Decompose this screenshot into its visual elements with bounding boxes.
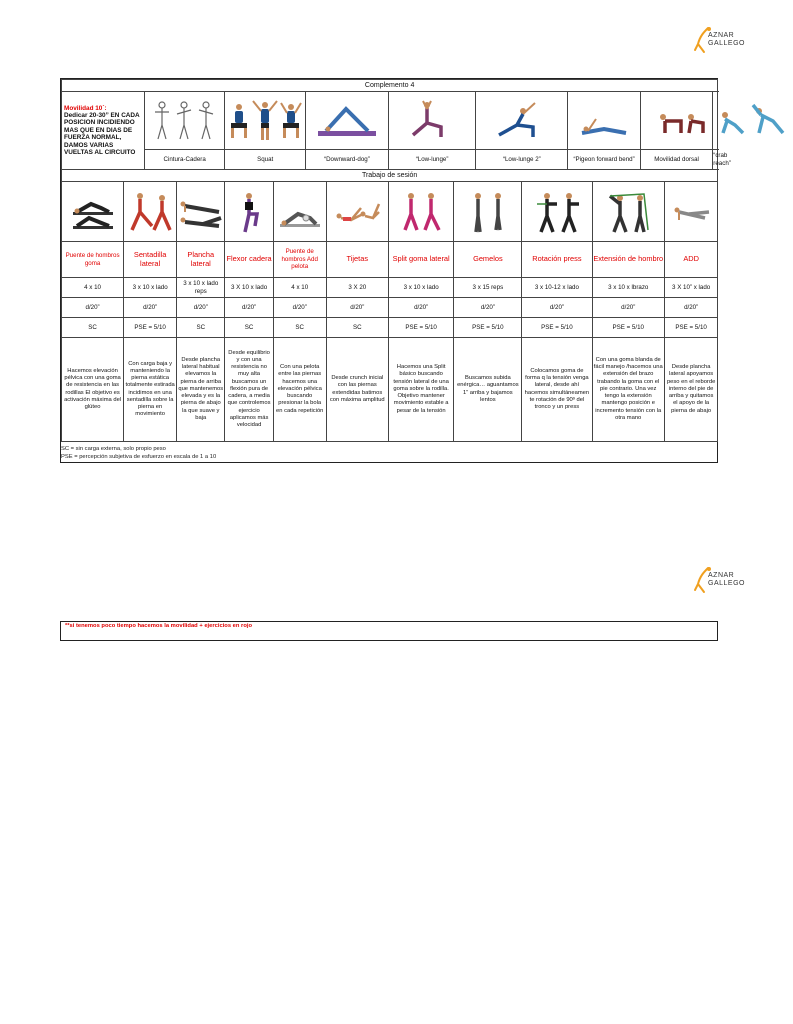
- brand-logo: [694, 26, 752, 60]
- session-exercise-description: Buscamos subida enérgica… aguantamos 1” arriba y bajamos lentos: [454, 338, 522, 442]
- session-exercise-rest: d/20”: [522, 298, 592, 318]
- squat-icon: [225, 99, 305, 143]
- session-exercise-load: SC: [326, 318, 388, 338]
- pigeon-pose-icon: [574, 99, 634, 143]
- session-exercise-name: Tijetas: [326, 242, 388, 278]
- session-exercise-name: Puente de hombros goma: [62, 242, 124, 278]
- session-exercise-image: [177, 182, 225, 242]
- downward-dog-icon: [312, 99, 382, 143]
- complemento-exercise-label: Squat: [225, 150, 306, 170]
- bottom-note-box: [60, 621, 718, 641]
- bridge-ball-icon: [276, 190, 324, 234]
- session-exercise-rest: d/20”: [326, 298, 388, 318]
- session-exercise-name: ADD: [664, 242, 717, 278]
- session-exercise-load: SC: [273, 318, 326, 338]
- split-band-icon: [397, 190, 445, 234]
- img-downward-dog: [305, 92, 388, 150]
- low-lunge-icon: [397, 99, 467, 143]
- session-exercise-name: Puente de hombros Add pelota: [273, 242, 326, 278]
- session-exercise-load: PSE = 5/10: [124, 318, 177, 338]
- logo-text-aznar: AZNAR: [708, 32, 735, 39]
- side-plank-icon: [177, 190, 225, 234]
- session-exercise-sets: 3 x 10 x lado reps: [177, 278, 225, 298]
- session-exercise-image: [454, 182, 522, 242]
- session-exercise-image: [273, 182, 326, 242]
- complemento-exercise-label: Movilidad dorsal: [640, 150, 712, 170]
- session-exercise-name: Rotación press: [522, 242, 592, 278]
- session-exercise-description: Con una pelota entre las piernas hacemos una elevación pélvica buscando presionar la bola en cada repetición: [273, 338, 326, 442]
- session-exercise-sets: 3 X 10 x lado: [225, 278, 273, 298]
- session-exercise-sets: 3 X 10” x lado: [664, 278, 717, 298]
- logo-text-gallego: GALLEGO: [708, 40, 745, 47]
- session-exercise-load: SC: [177, 318, 225, 338]
- img-movilidad-dorsal: [640, 92, 712, 150]
- session-exercise-rest: d/20”: [124, 298, 177, 318]
- complemento-exercise-label: “Downward-dog”: [305, 150, 388, 170]
- img-cintura-cadera: [144, 92, 225, 150]
- dorsal-mobility-icon: [647, 99, 707, 143]
- session-exercise-image: [124, 182, 177, 242]
- session-exercise-rest: d/20”: [225, 298, 273, 318]
- exercise-table: [61, 79, 731, 442]
- session-exercise-rest: d/20”: [388, 298, 454, 318]
- session-exercise-name: Gemelos: [454, 242, 522, 278]
- bottom-note: **si tenemos poco tiempo hacemos la movilidad + ejercicios en rojo: [65, 623, 253, 629]
- low-lunge-twist-icon: [487, 99, 557, 143]
- session-exercise-image: [592, 182, 664, 242]
- session-exercise-image: [326, 182, 388, 242]
- session-exercise-load: PSE = 5/10: [522, 318, 592, 338]
- session-exercise-load: PSE = 5/10: [592, 318, 664, 338]
- logo-text-gallego: GALLEGO: [708, 580, 745, 587]
- session-exercise-rest: d/20”: [454, 298, 522, 318]
- session-exercise-image: [225, 182, 273, 242]
- session-exercise-load: PSE = 5/10: [664, 318, 717, 338]
- img-low-lunge-2: [476, 92, 568, 150]
- logo-text-aznar: AZNAR: [708, 572, 735, 579]
- rotation-press-icon: [533, 190, 581, 234]
- session-exercise-description: Colocamos goma de forma q la tensión venga lateral, desde ahí hacemos simultáneamen te rotación de 90º del tronco y un press: [522, 338, 592, 442]
- hip-flexor-icon: [225, 190, 273, 234]
- session-exercise-rest: d/20”: [273, 298, 326, 318]
- session-exercise-description: Con una goma blanda de fácil manejo /hacemos una extensión del brazo trabando la goma con el pie contrario. Una vez tengo la extensión mantengo posición e incremento tensión con la otra mano: [592, 338, 664, 442]
- session-exercise-description: Hacemos una Split básico buscando tensión lateral de una goma sobre la rodilla. Objetivo mantener movimiento estable a pesar de la tensión: [388, 338, 454, 442]
- complemento-exercise-label: “Low-lunge 2”: [476, 150, 568, 170]
- complemento-exercise-label: “crab reach”: [713, 150, 718, 170]
- movilidad-cell: [62, 92, 145, 170]
- session-exercise-name: Sentadilla lateral: [124, 242, 177, 278]
- session-exercise-name: Plancha lateral: [177, 242, 225, 278]
- legend-notes: [61, 445, 216, 461]
- session-exercise-rest: d/20”: [62, 298, 124, 318]
- session-exercise-name: Split goma lateral: [388, 242, 454, 278]
- session-exercise-rest: d/20”: [664, 298, 717, 318]
- session-title: Trabajo de sesión: [62, 170, 718, 182]
- complemento-title: Complemento 4: [62, 80, 718, 92]
- movilidad-text: Dedicar 20-30” EN CADA POSICION INCIDIENDO MAS QUE EN DIAS DE FUERZA NORMAL, DAMOS VARIAS VUELTAS AL CIRCUITO: [64, 111, 140, 157]
- session-exercise-sets: 3 x 10 x lado: [388, 278, 454, 298]
- img-squat: [225, 92, 306, 150]
- session-exercise-sets: 3 x 10 x lbrazo: [592, 278, 664, 298]
- session-exercise-image: [664, 182, 717, 242]
- img-crab-reach: [713, 92, 718, 150]
- session-exercise-sets: 4 x 10: [273, 278, 326, 298]
- complemento-exercise-label: “Low-lunge”: [388, 150, 475, 170]
- session-exercise-name: Flexor cadera: [225, 242, 273, 278]
- exercise-sheet: [60, 78, 731, 463]
- brand-logo: [694, 566, 752, 600]
- session-exercise-sets: 4 x 10: [62, 278, 124, 298]
- session-exercise-load: PSE = 5/10: [388, 318, 454, 338]
- adductor-plank-icon: [667, 190, 715, 234]
- movilidad-title: Movilidad 10´:: [64, 104, 107, 112]
- session-exercise-load: SC: [62, 318, 124, 338]
- session-exercise-description: Desde plancha lateral apoyamos peso en el reborde interno del pie de arriba y quitamos el apoyo de la pierna de abajo: [664, 338, 717, 442]
- session-exercise-sets: 3 x 10 x lado: [124, 278, 177, 298]
- standing-figures-icon: [150, 99, 220, 143]
- session-exercise-image: [388, 182, 454, 242]
- shoulder-extension-icon: [604, 190, 652, 234]
- session-exercise-sets: 3 X 20: [326, 278, 388, 298]
- session-exercise-load: SC: [225, 318, 273, 338]
- scissors-icon: [333, 190, 381, 234]
- session-exercise-sets: 3 x 10-12 x lado: [522, 278, 592, 298]
- crab-reach-icon: [713, 99, 793, 143]
- lateral-squat-icon: [126, 190, 174, 234]
- complemento-exercise-label: “Pigeon forward bend”: [568, 150, 640, 170]
- session-exercise-rest: d/20”: [177, 298, 225, 318]
- session-exercise-description: Desde equilibrio y con una resistencia no muy alta buscamos un flexión pura de cadera, a media que controlemos ejercicio aplicamos más velocidad: [225, 338, 273, 442]
- session-exercise-description: Con carga baja y manteniendo la pierna estática totalmente estirada incidimos en una sentadilla sobre la pierna en movimiento: [124, 338, 177, 442]
- note-pse: PSE = percepción subjetiva de esfuerzo en escala de 1 a 10: [61, 454, 217, 460]
- session-exercise-sets: 3 x 15 reps: [454, 278, 522, 298]
- session-exercise-image: [62, 182, 124, 242]
- note-sc: SC = sin carga externa, solo propio peso: [61, 446, 166, 452]
- calf-raise-icon: [464, 190, 512, 234]
- img-pigeon: [568, 92, 640, 150]
- session-exercise-description: Desde plancha lateral habitual elevamos la pierna de arriba que mantenemos elevada y es la pierna de abajo la que suave y baja: [177, 338, 225, 442]
- session-exercise-image: [522, 182, 592, 242]
- complemento-exercise-label: Cintura-Cadera: [144, 150, 225, 170]
- session-exercise-rest: d/20”: [592, 298, 664, 318]
- session-exercise-load: PSE = 5/10: [454, 318, 522, 338]
- session-exercise-name: Extensión de hombro: [592, 242, 664, 278]
- session-exercise-description: Hacemos elevación pélvica con una goma de resistencia en las rodillas El objetivo es activación máxima del glúteo: [62, 338, 124, 442]
- bridge-band-icon: [69, 190, 117, 234]
- img-low-lunge: [388, 92, 475, 150]
- session-exercise-description: Desde crunch inicial con las piernas extendidas batimos con máxima amplitud: [326, 338, 388, 442]
